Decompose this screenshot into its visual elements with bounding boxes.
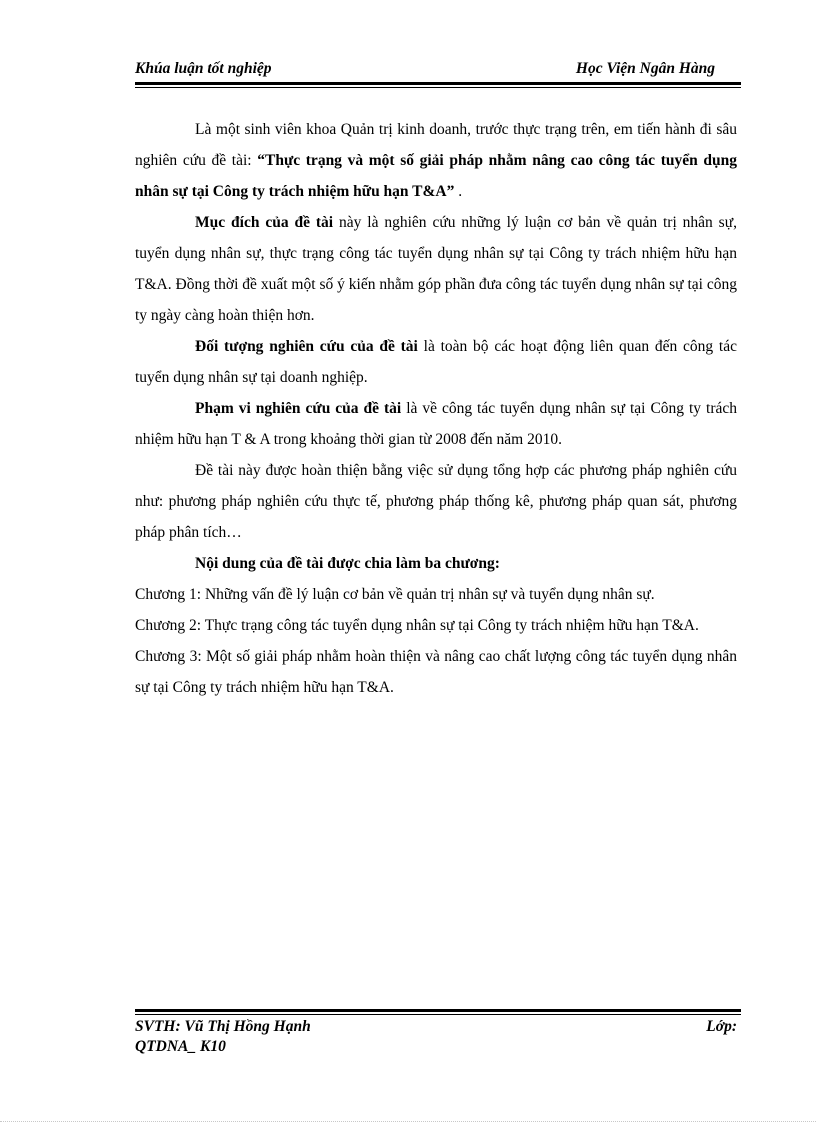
chapter-item: Chương 1: Những vấn đề lý luận cơ bản về quản trị nhân sự và tuyển dụng nhân sự. <box>135 586 655 603</box>
paragraph-contents-heading <box>135 548 737 579</box>
header-rule-thin <box>135 87 741 88</box>
topic-end: . <box>454 183 463 200</box>
purpose-label: Mục đích của đề tài <box>195 214 334 231</box>
chapter-item: Chương 3: Một số giải pháp nhằm hoàn thiện và nâng cao chất lượng công tác tuyển dụng nhân sự tại Công ty trách nhiệm hữu hạn T&A. <box>135 648 737 696</box>
paragraph-methods <box>135 455 737 548</box>
chapter-item: Chương 2: Thực trạng công tác tuyển dụng nhân sự tại Công ty trách nhiệm hữu hạn T&A. <box>135 617 699 634</box>
page-footer <box>135 1017 741 1057</box>
object-text: là toàn bộ các hoạt động liên quan đến công tác tuyển dụng nhân sự tại doanh nghiệp. <box>135 338 738 386</box>
footer-student: SVTH: Vũ Thị Hồng Hạnh <box>135 1018 311 1035</box>
topic-title: “Thực trạng và một số giải pháp nhằm nâng cao công tác tuyển dụng nhân sự tại Công ty trách nhiệm hữu hạn T&A” <box>135 152 737 200</box>
methods-text: Đề tài này được hoàn thiện bằng việc sử dụng tổng hợp các phương pháp nghiên cứu như: phương pháp nghiên cứu thực tế, phương pháp thống kê, phương pháp quan sát, phương pháp phân tích… <box>135 462 737 541</box>
topic-intro-text: Là một sinh viên khoa Quản trị kinh doanh, trước thực trạng trên, em tiến hành đi sâu nghiên cứu đề tài: <box>135 121 737 169</box>
paragraph-scope <box>135 393 737 455</box>
header-institution: Học Viện Ngân Hàng <box>575 60 715 77</box>
scope-text: là về công tác tuyển dụng nhân sự tại Công ty trách nhiệm hữu hạn T & A trong khoảng thời gian từ 2008 đến năm 2010. <box>135 400 738 448</box>
paragraph-purpose <box>135 207 737 331</box>
paragraph-topic <box>135 114 737 207</box>
page-bottom-edge <box>0 1121 816 1122</box>
contents-heading: Nội dung của đề tài được chia làm ba chương: <box>195 555 500 572</box>
page-header <box>135 60 741 82</box>
paragraph-object <box>135 331 737 393</box>
footer-rule <box>135 1009 741 1012</box>
purpose-text: này là nghiên cứu những lý luận cơ bản về quản trị nhân sự, tuyển dụng nhân sự, thực trạng công tác tuyển dụng nhân sự tại Công ty trách nhiệm hữu hạn T&A. Đồng thời đề xuất một số ý kiến nhằm góp phần đưa công tác tuyển dụng nhân sự tại công ty ngày càng hoàn thiện hơn. <box>135 214 737 324</box>
footer-class-label: Lớp: <box>706 1018 737 1035</box>
document-body <box>135 114 737 703</box>
scope-label: Phạm vi nghiên cứu của đề tài <box>195 400 402 417</box>
footer-class-value: QTDNA_ K10 <box>135 1038 226 1055</box>
footer-rule-thin <box>135 1014 741 1015</box>
header-thesis-title: Khúa luận tốt nghiệp <box>135 60 272 77</box>
header-rule <box>135 82 741 85</box>
object-label: Đối tượng nghiên cứu của đề tài <box>195 338 418 355</box>
